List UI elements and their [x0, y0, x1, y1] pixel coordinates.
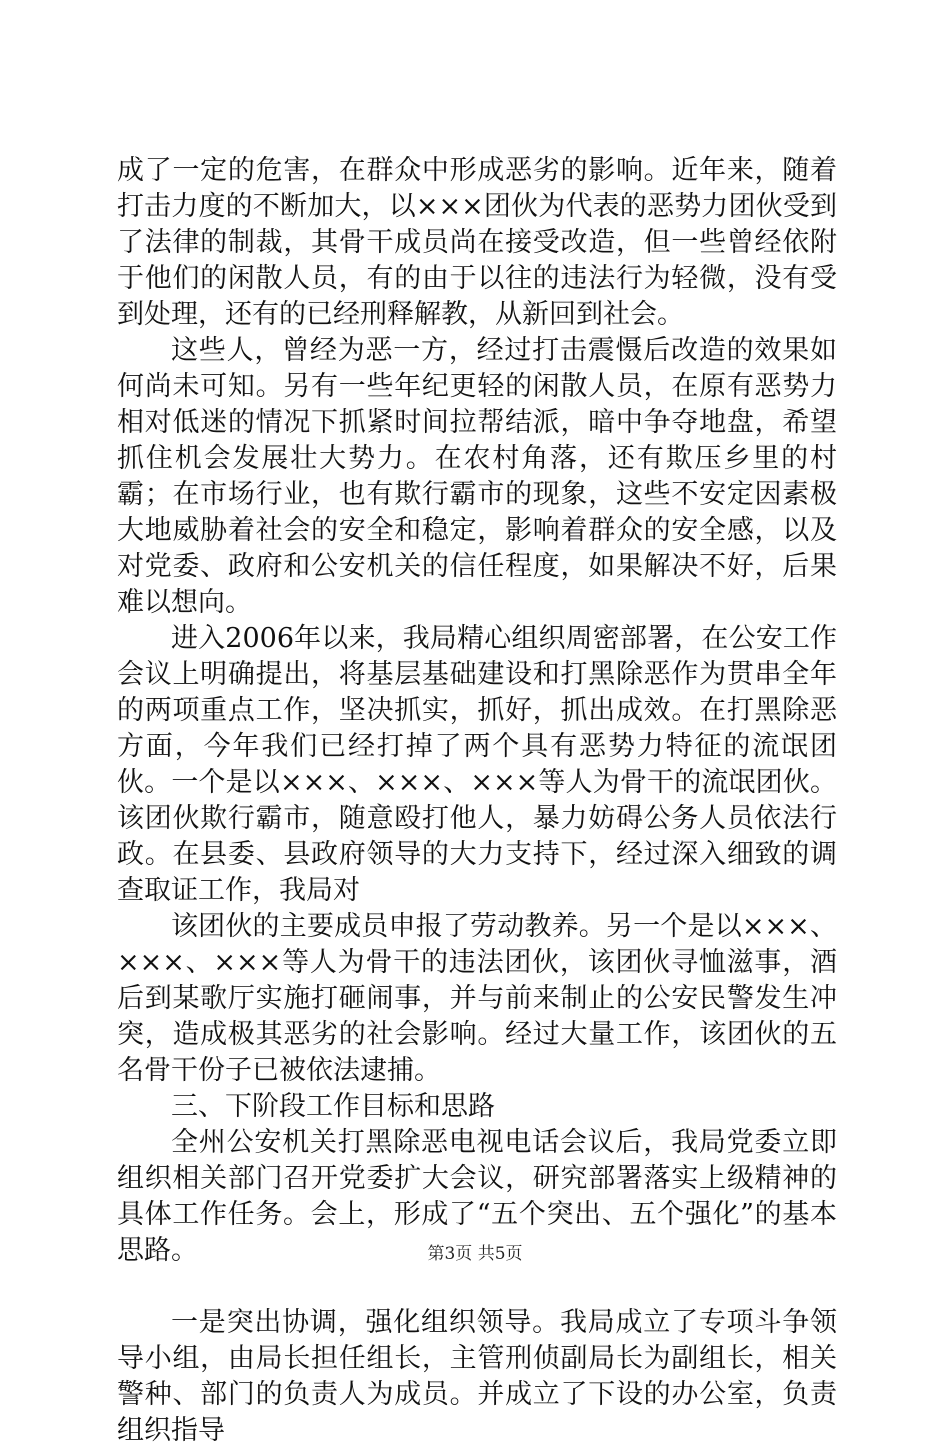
- paragraph-gang-cases: 该团伙的主要成员申报了劳动教养。另一个是以×××、×××、×××等人为骨干的违法团伙，该团伙寻恤滋事，酒后到某歌厅实施打砸闹事，并与前来制止的公安民警发生冲突，造成极其恶劣的社会影响。经过大量工作，该团伙的五名骨干份子已被依法逮捕。: [117, 911, 837, 1086]
- section-heading: 三、下阶段工作目标和思路: [171, 1091, 495, 1122]
- page-number-footer: 第3页 共5页: [427, 1244, 523, 1264]
- paragraph-coordination: 一是突出协调，强化组织领导。我局成立了专项斗争领导小组，由局长担任组长，主管刑侦副局长为副组长，相关警种、部门的负责人为成员。并成立了下设的办公室，负责组织指导: [117, 1307, 837, 1446]
- paragraph-troublemakers: 这些人，曾经为恶一方，经过打击震慑后改造的效果如何尚未可知。另有一些年纪更轻的闲散人员，在原有恶势力相对低迷的情况下抓紧时间拉帮结派，暗中争夺地盘，希望抓住机会发展壮大势力。在农村角落，还有欺压乡里的村霸；在市场行业，也有欺行霸市的现象，这些不安定因素极大地威胁着社会的安全和稳定，影响着群众的安全感，以及对党委、政府和公安机关的信任程度，如果解决不好，后果难以想向。: [117, 335, 837, 618]
- paragraph-continuation: 成了一定的危害，在群众中形成恶劣的影响。近年来，随着打击力度的不断加大，以×××团伙为代表的恶势力团伙受到了法律的制裁，其骨干成员尚在接受改造，但一些曾经依附于他们的闲散人员，有的由于以往的违法行为轻微，没有受到处理，还有的已经刑释解教，从新回到社会。: [117, 155, 837, 330]
- paragraph-meeting: 全州公安机关打黑除恶电视电话会议后，我局党委立即组织相关部门召开党委扩大会议，研究部署落实上级精神的具体工作任务。会上，形成了“五个突出、五个强化”的基本思路。: [117, 1127, 837, 1266]
- paragraph-gap: [117, 1269, 837, 1305]
- paragraph-2006-work: 进入2006年以来，我局精心组织周密部署，在公安工作会议上明确提出，将基层基础建设和打黑除恶作为贯串全年的两项重点工作，坚决抓实，抓好，抓出成效。在打黑除恶方面，今年我们已经打掉了两个具有恶势力特征的流氓团伙。一个是以×××、×××、×××等人为骨干的流氓团伙。该团伙欺行霸市，随意殴打他人，暴力妨碍公务人员依法行政。在县委、县政府领导的大力支持下，经过深入细致的调查取证工作，我局对: [117, 623, 837, 906]
